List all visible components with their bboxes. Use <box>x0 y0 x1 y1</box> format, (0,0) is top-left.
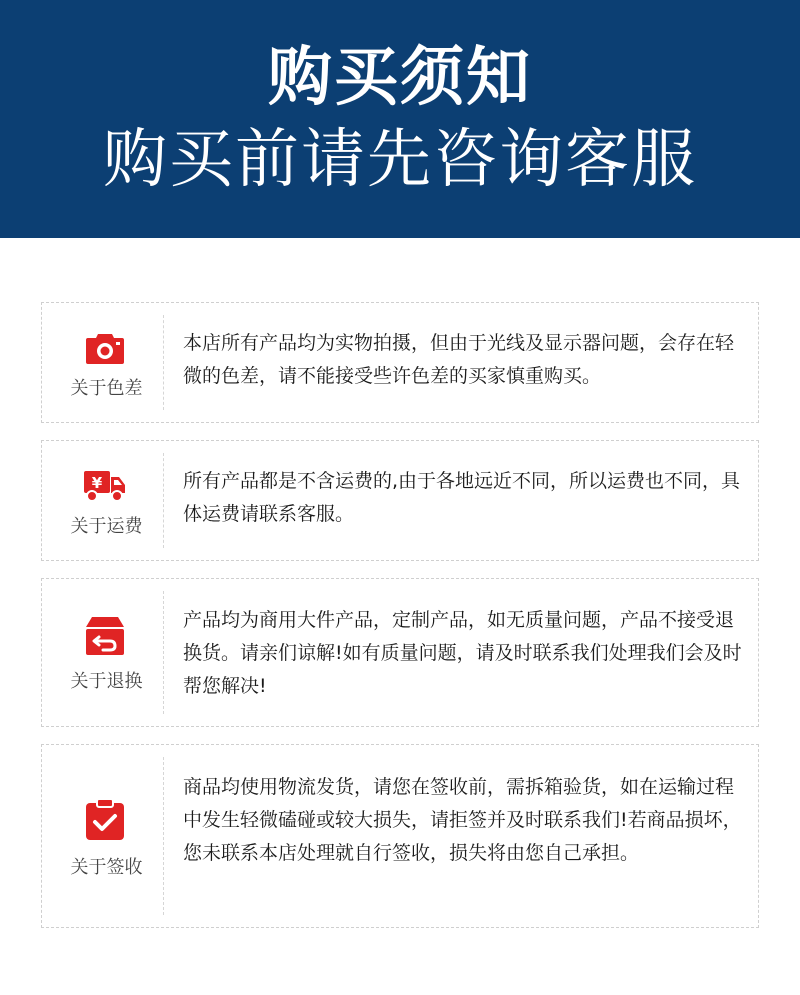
card-label: 关于退换 <box>70 671 143 692</box>
card-text: 产品均为商用大件产品，定制产品，如无质量问题，产品不接受退换货。请亲们谅解!如有质量问题，请及时联系我们处理我们会及时帮您解决! <box>183 609 742 697</box>
card-label: 关于色差 <box>70 378 143 399</box>
card-text: 所有产品都是不含运费的,由于各地远近不同，所以运费也不同，具体运费请联系客服。 <box>183 470 741 525</box>
header-banner <box>0 0 800 238</box>
card-divider <box>163 757 164 915</box>
card-divider <box>163 315 164 410</box>
clipboard-check-icon <box>83 797 127 841</box>
card-left-panel <box>42 303 163 422</box>
card-divider <box>163 453 164 548</box>
card-left-panel <box>42 441 163 560</box>
notice-card-shipping <box>41 440 759 561</box>
delivery-truck-icon <box>83 463 127 507</box>
card-divider <box>163 591 164 714</box>
notice-card-signing <box>41 744 759 928</box>
card-label: 关于签收 <box>70 857 143 878</box>
card-left-panel <box>42 745 163 927</box>
svg-text:¥: ¥ <box>91 474 103 492</box>
page-subtitle: 购买前请先咨询客服 <box>103 123 697 197</box>
card-text: 本店所有产品均为实物拍摄，但由于光线及显示器问题，会存在轻微的色差，请不能接受些许色差的买家慎重购买。 <box>183 332 735 387</box>
card-left-panel <box>42 579 163 726</box>
card-text: 商品均使用物流发货，请您在签收前，需拆箱验货，如在运输过程中发生轻微磕碰或较大损失，请拒签并及时联系我们!若商品损坏，您未联系本店处理就自行签收，损失将由您自己承担。 <box>183 776 742 864</box>
camera-icon <box>83 325 127 369</box>
page-title: 购买须知 <box>268 41 532 115</box>
return-box-icon <box>83 613 127 657</box>
notice-card-color <box>41 302 759 423</box>
notice-card-returns <box>41 578 759 727</box>
card-label: 关于运费 <box>70 516 143 537</box>
